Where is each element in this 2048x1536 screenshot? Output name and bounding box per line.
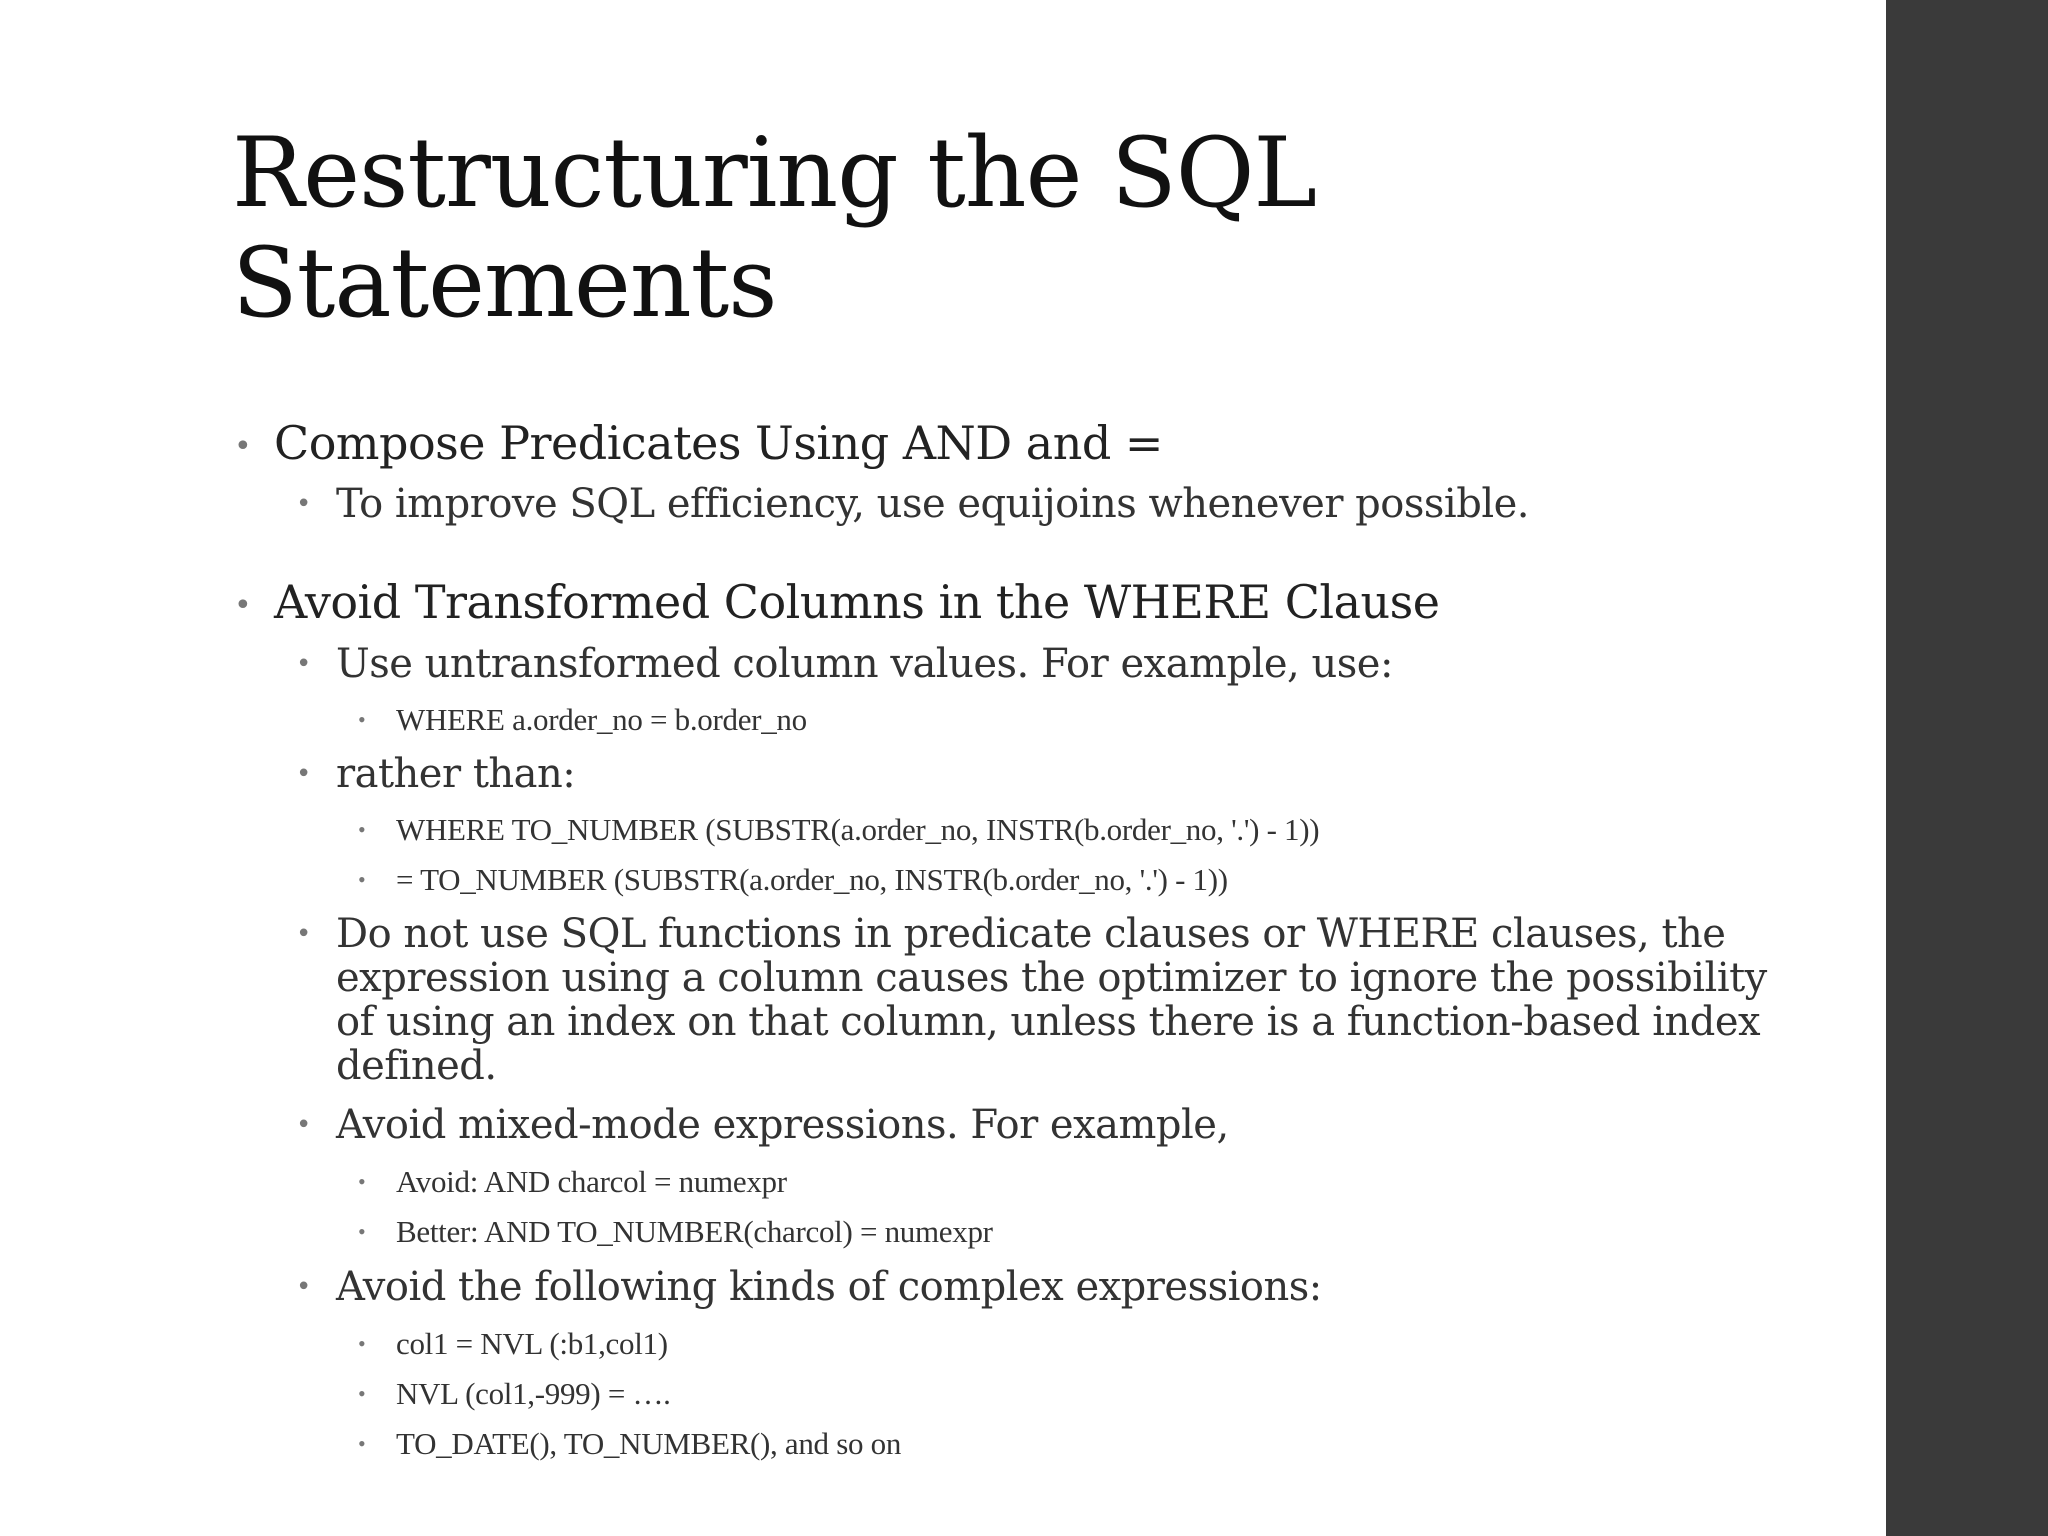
bullet-item bbox=[234, 574, 1440, 630]
bullet-item bbox=[296, 1264, 1322, 1310]
slide-title-line-2: Statements bbox=[232, 227, 777, 339]
bullet-item bbox=[358, 810, 1320, 850]
bullet-text: WHERE TO_NUMBER (SUBSTR(a.order_no, INSTR(b.order_no, '.') - 1)) bbox=[396, 812, 1320, 847]
bullet-item bbox=[358, 860, 1228, 900]
bullet-text: = TO_NUMBER (SUBSTR(a.order_no, INSTR(b.order_no, '.') - 1)) bbox=[396, 862, 1228, 897]
bullet-item bbox=[358, 1162, 787, 1202]
bullet-text: NVL (col1,-999) = …. bbox=[396, 1376, 671, 1411]
bullet-icon: • bbox=[358, 1381, 366, 1406]
bullet-text: Avoid: AND charcol = numexpr bbox=[396, 1164, 787, 1199]
bullet-item bbox=[296, 1102, 1229, 1148]
bullet-text: Use untransformed column values. For example, use: bbox=[336, 641, 1393, 687]
bullet-text: Better: AND TO_NUMBER(charcol) = numexpr bbox=[396, 1214, 993, 1249]
bullet-item bbox=[296, 481, 1529, 527]
bullet-item bbox=[358, 1324, 668, 1364]
bullet-item bbox=[358, 700, 807, 740]
bullet-item bbox=[358, 1212, 993, 1252]
bullet-item bbox=[296, 641, 1393, 687]
bullet-icon: • bbox=[296, 1272, 311, 1302]
bullet-icon: • bbox=[358, 1431, 366, 1456]
bullet-text: WHERE a.order_no = b.order_no bbox=[396, 702, 807, 737]
bullet-item bbox=[358, 1374, 671, 1414]
side-accent-bar bbox=[1886, 0, 2048, 1536]
bullet-icon: • bbox=[234, 429, 252, 464]
bullet-text: Do not use SQL functions in predicate clauses or WHERE clauses, the expression using a column causes the optimizer to ignore the possibility of using an index on that column, unless there is a function-based index defined. bbox=[336, 911, 1767, 1089]
bullet-item bbox=[358, 1424, 902, 1464]
bullet-text: col1 = NVL (:b1,col1) bbox=[396, 1326, 668, 1361]
bullet-icon: • bbox=[358, 1219, 366, 1244]
bullet-icon: • bbox=[358, 707, 366, 732]
bullet-icon: • bbox=[234, 588, 252, 623]
bullet-text: Avoid Transformed Columns in the WHERE Clause bbox=[274, 575, 1440, 629]
bullet-icon: • bbox=[296, 489, 311, 519]
bullet-icon: • bbox=[296, 759, 311, 789]
bullet-item bbox=[296, 751, 576, 797]
bullet-item bbox=[296, 911, 1776, 1089]
slide-title-line-1: Restructuring the SQL bbox=[232, 117, 1317, 229]
bullet-icon: • bbox=[358, 1169, 366, 1194]
bullet-item bbox=[234, 415, 1163, 471]
bullet-text: rather than: bbox=[336, 751, 576, 797]
bullet-icon: • bbox=[296, 1110, 311, 1140]
bullet-icon: • bbox=[358, 867, 366, 892]
bullet-text: To improve SQL efficiency, use equijoins whenever possible. bbox=[336, 481, 1529, 527]
bullet-icon: • bbox=[296, 649, 311, 679]
bullet-icon: • bbox=[296, 919, 311, 949]
bullet-text: Avoid the following kinds of complex expressions: bbox=[336, 1264, 1322, 1310]
bullet-icon: • bbox=[358, 1331, 366, 1356]
bullet-text: Compose Predicates Using AND and = bbox=[274, 416, 1163, 470]
bullet-text: TO_DATE(), TO_NUMBER(), and so on bbox=[396, 1426, 902, 1461]
bullet-icon: • bbox=[358, 817, 366, 842]
bullet-text: Avoid mixed-mode expressions. For example, bbox=[336, 1102, 1229, 1148]
